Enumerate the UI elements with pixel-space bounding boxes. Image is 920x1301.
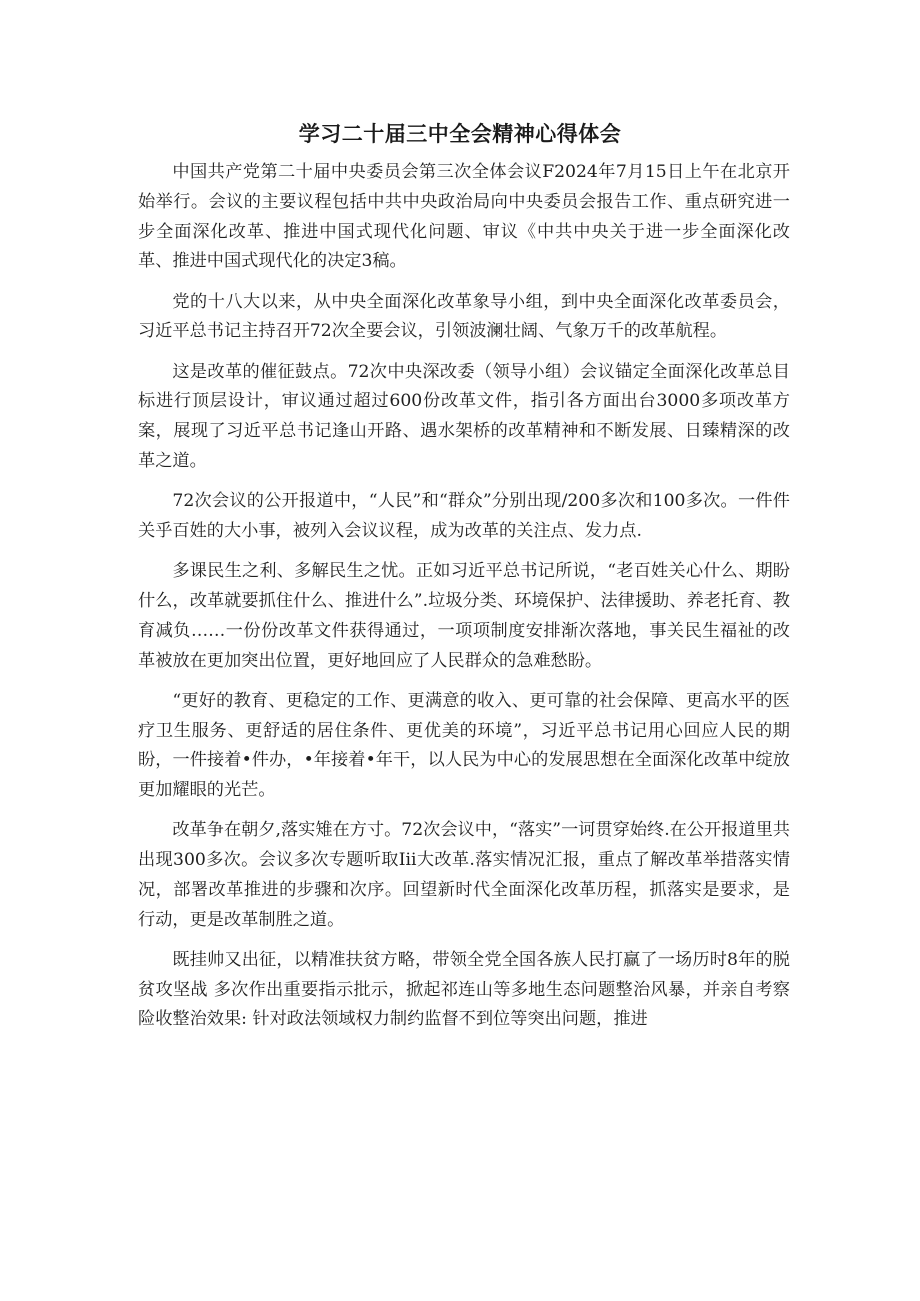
paragraph: 多课民生之利、多解民生之忧。正如习近平总书记所说，“老百姓关心什么、期盼什么，改革就要抓住什么、推进什么”.垃圾分类、环境保护、法律援助、养老托育、教育减负……一份份改革文件获得通过，一项项制度安排渐次落地，事关民生福祉的改革被放在更加突出位置，更好地回应了人民群众的急难愁盼。	[138, 561, 790, 671]
paragraph: 中国共产党第二十届中央委员会第三次全体会议F2024年7月15日上午在北京开始举行。会议的主要议程包括中共中央政治局向中央委员会报告工作、重点研究进一步全面深化改革、推进中国式现代化问题、审议《中共中央关于进一步全面深化改革、推进中国式现代化的决定3稿。	[138, 162, 790, 272]
paragraph: 这是改革的催征鼓点。72次中央深改委（领导小组）会议锚定全面深化改革总目标进行顶层设计，审议通过超过600份改革文件，指引各方面出台3000多项改革方案，展现了习近平总书记逢山开路、遇水架桥的改革精神和不断发展、日臻精深的改革之道。	[138, 361, 790, 471]
paragraph: 72次会议的公开报道中，“人民”和“群众”分别出现/200多次和100多次。一件件关乎百姓的大小事，被列入会议议程，成为改革的关注点、发力点.	[138, 491, 790, 541]
document-body	[138, 158, 790, 1046]
paragraph: 改革争在朝夕,落实雉在方寸。72次会议中，“落实”一诃贯穿始终.在公开报道里共出现300多次。会议多次专题听取Iii大改革.落实情况汇报，重点了解改革举措落实情况，部署改革推进的步骤和次序。回望新时代全面深化改革历程，抓落实是要求，是行动，更是改革制胜之道。	[138, 820, 790, 930]
paragraph: “更好的教育、更稳定的工作、更满意的收入、更可靠的社会保障、更高水平的医疗卫生服务、更舒适的居住条件、更优美的环境”，习近平总书记用心回应人民的期盼，一件接着•件办，•年接着•年干，以人民为中心的发展思想在全面深化改革中绽放更加耀眼的光芒。	[138, 690, 790, 801]
paragraph: 党的十八大以来，从中央全面深化改革象导小组，到中央全面深化改革委员会，习近平总书记主持召开72次全要会议，引领波澜壮阔、气象万千的改革航程。	[138, 291, 790, 342]
document-title: 学习二十届三中全会精神心得体会	[298, 122, 622, 146]
paragraph: 既挂帅又出征，以精准扶贫方略，带领全党全国各族人民打赢了一场历时8年的脱贫攻坚战 多次作出重要指示批示，掀起祁连山等多地生态问题整治风暴，并亲自考察险收整治效果: 针对政法领域权力制约监督不到位等突出问题，推进	[138, 949, 790, 1030]
